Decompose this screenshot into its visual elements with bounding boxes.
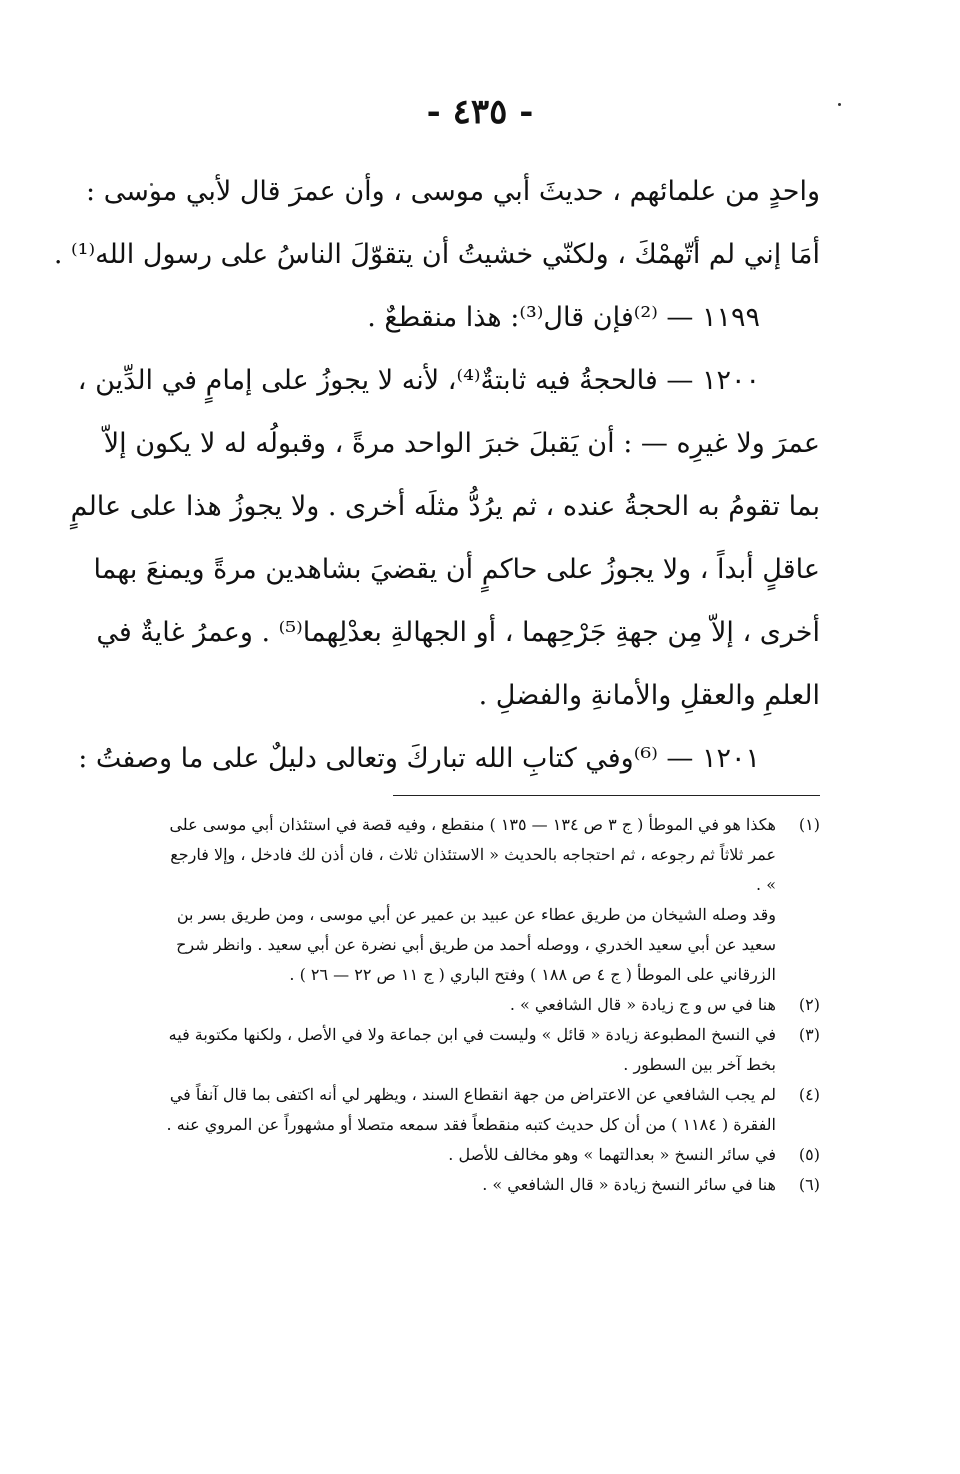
text-line: أخرى ، إلاّ مِن جهةِ جَرْحِهما ، أو الجهالةِ بعدْلِهما⁽⁵⁾ . وعمرُ غايةٌ في [96, 617, 820, 648]
footnote-number: (٦) [798, 1175, 820, 1194]
footnote-text: في سائر النسخ « بعدالتهما » وهو مخالف للأصل . [448, 1145, 776, 1164]
text-line: عاقلٍ أبداً ، ولا يجوزُ على حاكمٍ أن يقضيَ بشاهدين مرةً ويمنعَ بهما [93, 554, 820, 585]
text-line: أمَا إني لم أتّهمْكَ ، ولكنّي خشيتُ أن يتقوّلَ الناسُ على رسول الله⁽¹⁾ . [53, 239, 820, 270]
footnotes-block [160, 810, 820, 1200]
footnote-text: لم يجب الشافعي عن الاعتراض من جهة انقطاع السند ، ويظهر لي أنه اكتفى بما قال آنفاً في الفقرة ( ١١٨٤ ) من أن كل حديث كتبه منقطعاً فقد سمعه متصلا أو مشهوراً عن المروي عنه . [166, 1085, 776, 1134]
text-line: واحدٍ من علمائهم ، حديثَ أبي موسى ، وأن عمرَ قال لأبي موسى : [86, 176, 820, 207]
page-number: - ٤٣٥ - [426, 92, 534, 132]
paragraph-1199: ١١٩٩ — ⁽²⁾فإن قال⁽³⁾: هذا منقطعٌ . [367, 302, 760, 333]
footnote-number: (٤) [798, 1085, 820, 1104]
footnote-number: (٥) [798, 1145, 820, 1164]
footnote-text: وقد وصله الشيخان من طريق عطاء عن عبيد بن عمير عن أبي موسى ، ومن طريق بسر بن سعيد عن أبي سعيد الخدري ، ووصله أحمد من طريق أبي نضرة عن أبي سعيد . وانظر شرح الزرقاني على الموطأ ( ج ٤ ص ١٨٨ ) وفتح الباري ( ج ١١ ص ٢٢ — ٢٦ ) . [176, 905, 776, 984]
footnote-text: هنا في س و ج زيادة « قال الشافعي » . [509, 995, 776, 1014]
footnote-number: (٣) [798, 1025, 820, 1044]
footnote-5 [160, 1140, 820, 1170]
footnote-number: (٢) [798, 995, 820, 1014]
footnote-3 [160, 1020, 820, 1080]
text-line: العلمِ والعقلِ والأمانةِ والفضلِ . [478, 680, 820, 711]
footnote-text: هكذا هو في الموطأ ( ج ٣ ص ١٣٤ — ١٣٥ ) منقطع ، وفيه قصة في استئذان أبي موسى على عمر ثلاثاً ثم رجوعه ، ثم احتجاجه بالحديث « الاستئذان ثلاث ، فان أذن لك فادخل ، وإلا فارجع » . [169, 815, 776, 894]
footnote-6 [160, 1170, 820, 1200]
footnote-2 [160, 990, 820, 1020]
paragraph-1200: ١٢٠٠ — فالحجةُ فيه ثابتةٌ⁽⁴⁾، لأنه لا يجوزُ على إمامٍ في الدِّين ، [77, 365, 760, 396]
footnote-number: (١) [798, 815, 820, 834]
main-text-block [53, 160, 820, 790]
footnote-4 [160, 1080, 820, 1140]
text-line: بما تقومُ به الحجةُ عنده ، ثم يرُدُّ مثلَه أخرى . ولا يجوزُ هذا على عالمٍ [70, 491, 820, 522]
text-line: عمرَ ولا غيرِه — : أن يَقبلَ خبرَ الواحد مرةً ، وقبولُه له لا يكون إلاّ [103, 428, 820, 459]
paragraph-1201: ١٢٠١ — ⁽⁶⁾وفي كتابِ الله تباركَ وتعالى دليلٌ على ما وصفتُ : [78, 743, 760, 774]
footnote-1 [160, 810, 820, 990]
footnote-text: هنا في سائر النسخ زيادة « قال الشافعي » . [482, 1175, 776, 1194]
footnote-text: في النسخ المطبوعة زيادة « قائل » وليست في ابن جماعة ولا في الأصل ، ولكنها مكتوبة فيه بخط آخر بين السطور . [168, 1025, 776, 1074]
footnote-divider [393, 795, 820, 796]
